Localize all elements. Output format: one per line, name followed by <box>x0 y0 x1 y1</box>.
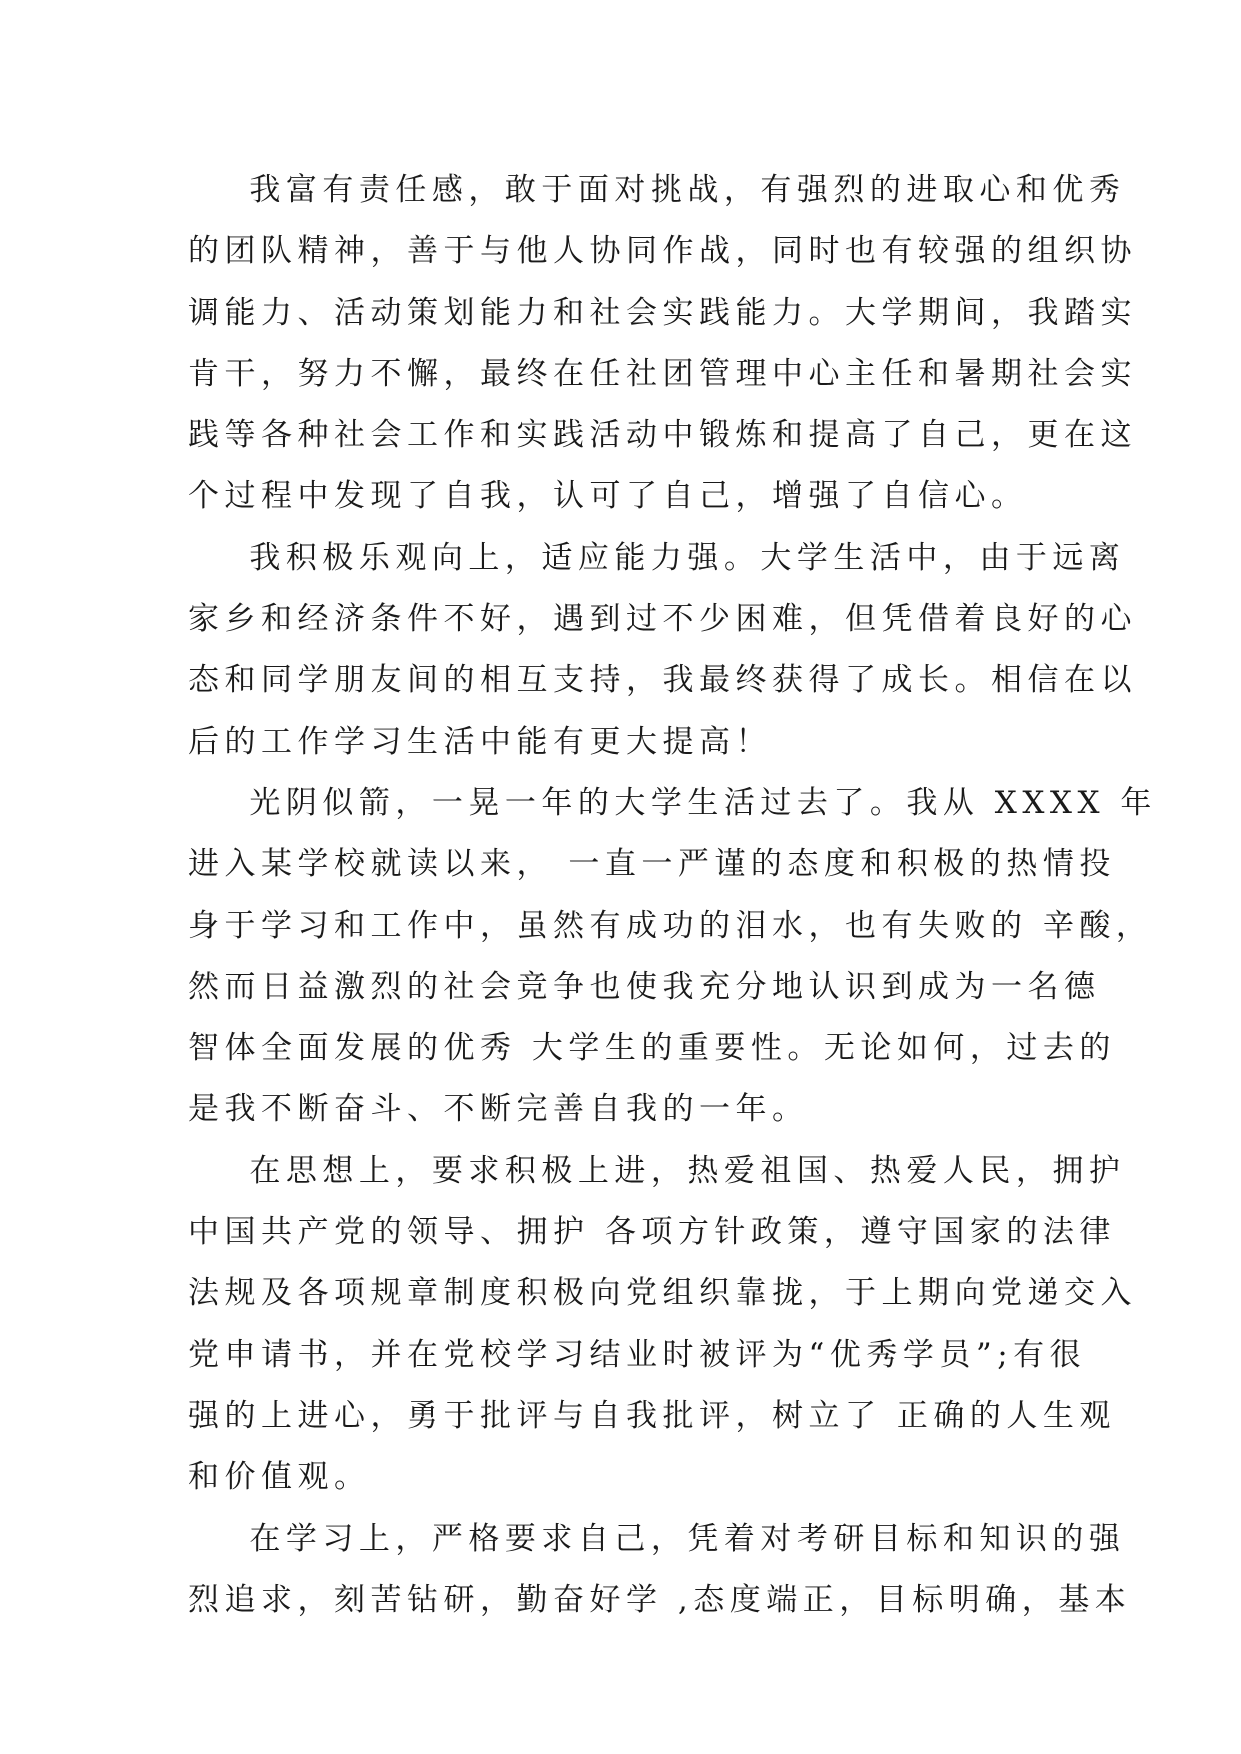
text-line: 光阴似箭，一晃一年的大学生活过去了。我从 XXXX 年 <box>188 784 1157 821</box>
text-line: 个过程中发现了自我，认可了自己，增强了自信心。 <box>188 478 1028 515</box>
text-line: 和价值观。 <box>188 1459 371 1496</box>
text-line: 是我不断奋斗、不断完善自我的一年。 <box>188 1091 809 1128</box>
text-line: 进入某学校就读以来， 一直一严谨的态度和积极的热情投 <box>188 846 1116 883</box>
text-line: 家乡和经济条件不好，遇到过不少困难，但凭借着良好的心 <box>188 601 1137 638</box>
text-line: 态和同学朋友间的相互支持，我最终获得了成长。相信在以 <box>188 662 1137 699</box>
text-line: 在学习上，严格要求自己，凭着对考研目标和知识的强 <box>188 1520 1126 1557</box>
text-line: 法规及各项规章制度积极向党组织靠拢，于上期向党递交入 <box>188 1275 1137 1312</box>
text-line: 中国共产党的领导、拥护 各项方针政策，遵守国家的法律 <box>188 1214 1116 1251</box>
text-line: 强的上进心，勇于批评与自我批评，树立了 正确的人生观 <box>188 1397 1116 1434</box>
text-line: 肯干，努力不懈，最终在任社团管理中心主任和暑期社会实 <box>188 355 1137 392</box>
text-line: 然而日益激烈的社会竞争也使我充分地认识到成为一名德 <box>188 968 1101 1005</box>
text-line: 我积极乐观向上，适应能力强。大学生活中，由于远离 <box>188 539 1126 576</box>
text-line: 烈追求，刻苦钻研，勤奋好学 ,态度端正，目标明确，基本 <box>188 1581 1132 1618</box>
text-line: 的团队精神，善于与他人协同作战，同时也有较强的组织协 <box>188 233 1137 270</box>
text-line: 身于学习和工作中，虽然有成功的泪水，也有失败的 辛酸， <box>188 907 1153 944</box>
text-line: 在思想上，要求积极上进，热爱祖国、热爱人民，拥护 <box>188 1152 1126 1189</box>
text-line: 后的工作学习生活中能有更大提高！ <box>188 723 772 760</box>
text-line: 智体全面发展的优秀 大学生的重要性。无论如何，过去的 <box>188 1030 1116 1067</box>
document-body <box>188 160 1157 1631</box>
text-line: 党申请书，并在党校学习结业时被评为“优秀学员”;有很 <box>188 1336 1087 1373</box>
text-line: 践等各种社会工作和实践活动中锻炼和提高了自己，更在这 <box>188 417 1137 454</box>
text-line: 我富有责任感，敢于面对挑战，有强烈的进取心和优秀 <box>188 172 1126 208</box>
text-line: 调能力、活动策划能力和社会实践能力。大学期间，我踏实 <box>188 294 1137 331</box>
